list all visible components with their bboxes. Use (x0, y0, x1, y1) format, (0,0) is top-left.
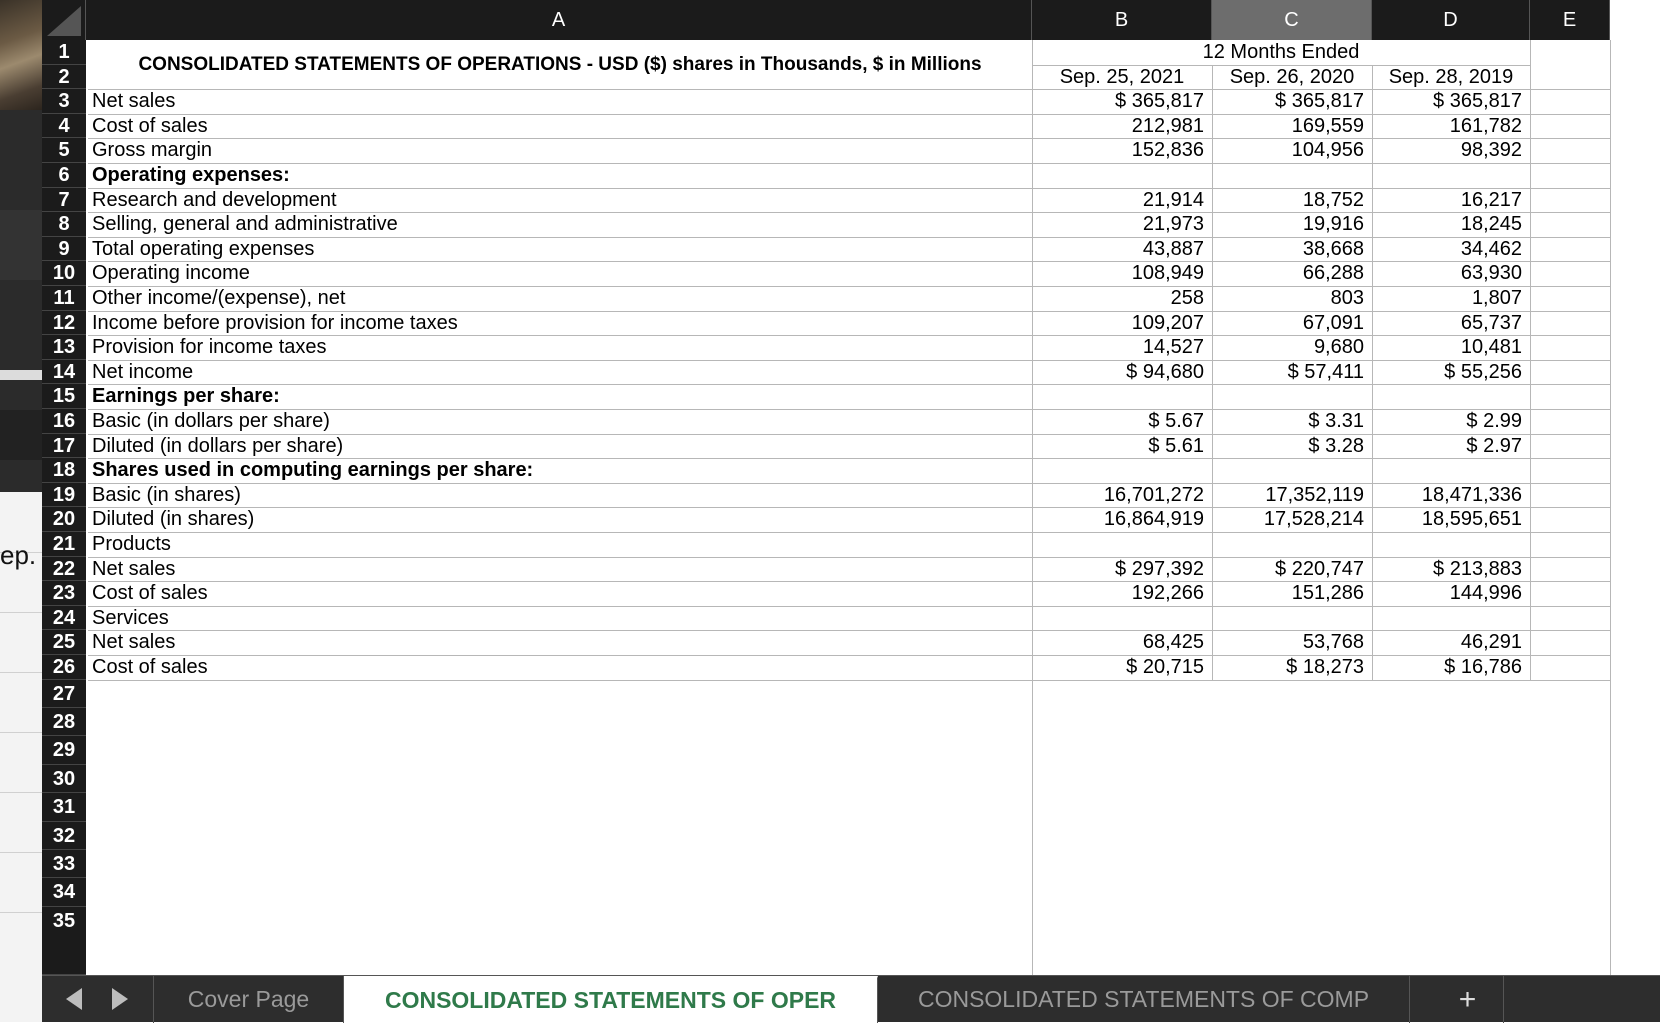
value-cell-c[interactable]: 104,956 (1291, 139, 1364, 162)
row-label[interactable]: Basic (in shares) (92, 483, 241, 506)
background-light-panel (0, 492, 44, 1022)
value-cell-b[interactable]: $ 5.61 (1148, 434, 1204, 457)
grid-line (88, 335, 1610, 336)
row-header-34[interactable]: 34 (42, 878, 86, 906)
grid-line (1032, 680, 1033, 975)
statement-title[interactable]: CONSOLIDATED STATEMENTS OF OPERATIONS - USD ($) shares in Thousands, $ in Millions (138, 54, 982, 75)
row-header-15[interactable]: 15 (42, 384, 86, 409)
value-cell-c[interactable]: 19,916 (1302, 213, 1364, 236)
prev-sheet-arrow-icon[interactable] (66, 988, 82, 1010)
grid-line (88, 138, 1610, 139)
row-label[interactable]: Total operating expenses (92, 237, 315, 260)
value-cell-d[interactable] (1372, 384, 1530, 409)
row-header-13[interactable]: 13 (42, 335, 86, 360)
value-cell-c[interactable]: 66,288 (1302, 262, 1364, 285)
period-date-3[interactable]: Sep. 28, 2019 (1388, 65, 1514, 88)
grid-line (88, 557, 1610, 558)
row-label[interactable]: Shares used in computing earnings per share: (92, 459, 534, 482)
value-cell-c[interactable]: $ 220,747 (1275, 557, 1364, 580)
value-cell-c[interactable]: 38,668 (1302, 237, 1364, 260)
value-cell-b[interactable]: 152,836 (1131, 139, 1204, 162)
value-cell-d[interactable] (1372, 606, 1530, 631)
value-cell-c[interactable]: $ 3.28 (1308, 434, 1364, 457)
grid-line (88, 507, 1610, 508)
row-label[interactable]: Research and development (92, 188, 337, 211)
row-label[interactable]: Provision for income taxes (92, 336, 327, 359)
row-header-31[interactable]: 31 (42, 793, 86, 821)
value-cell-d[interactable]: 161,782 (1449, 114, 1522, 137)
row-header-29[interactable]: 29 (42, 736, 86, 764)
grid-line (88, 114, 1610, 115)
value-cell-d[interactable]: 34,462 (1460, 237, 1522, 260)
value-cell-b[interactable]: $ 20,715 (1126, 656, 1204, 678)
grid-line (1032, 40, 1033, 680)
row-header-20[interactable]: 20 (42, 507, 86, 532)
row-label[interactable]: Basic (in dollars per share) (92, 410, 330, 432)
row-label[interactable]: Gross margin (92, 139, 213, 162)
value-cell-c[interactable] (1212, 606, 1372, 631)
spreadsheet (42, 0, 1660, 1022)
row-header-35[interactable]: 35 (42, 907, 86, 975)
row-header-30[interactable]: 30 (42, 765, 86, 793)
grid-line (1212, 65, 1213, 680)
value-cell-d[interactable]: 18,471,336 (1421, 483, 1522, 506)
value-cell-b[interactable]: $ 365,817 (1115, 90, 1204, 113)
value-cell-c[interactable]: 803 (1330, 287, 1364, 309)
row-header-33[interactable]: 33 (42, 850, 86, 878)
value-cell-c[interactable]: $ 3.31 (1308, 410, 1364, 432)
value-cell-c[interactable]: 18,752 (1302, 188, 1364, 211)
value-cell-d[interactable] (1372, 458, 1530, 483)
column-header-b[interactable]: B (1032, 0, 1212, 40)
value-cell-b[interactable] (1032, 384, 1212, 409)
row-header-2[interactable]: 2 (42, 65, 86, 90)
row-label[interactable]: Cost of sales (92, 656, 208, 678)
value-cell-b[interactable]: 14,527 (1142, 336, 1204, 359)
row-label[interactable]: Cost of sales (92, 114, 208, 137)
grid-line (1372, 65, 1373, 680)
value-cell-d[interactable]: $ 213,883 (1433, 557, 1522, 580)
value-cell-b[interactable]: 16,701,272 (1103, 483, 1204, 506)
value-cell-d[interactable]: 63,930 (1460, 262, 1522, 285)
value-cell-d[interactable]: $ 2.97 (1466, 434, 1522, 457)
grid-line (88, 89, 1610, 90)
row-label[interactable]: Net sales (92, 631, 176, 654)
value-cell-b[interactable]: $ 94,680 (1126, 360, 1204, 383)
row-label[interactable]: Net sales (92, 90, 176, 113)
grid-line (1530, 40, 1531, 680)
row-header-7[interactable]: 7 (42, 188, 86, 213)
value-cell-d[interactable] (1372, 532, 1530, 557)
row-header-8[interactable]: 8 (42, 212, 86, 237)
grid-line (88, 606, 1610, 607)
value-cell-b[interactable]: $ 5.67 (1148, 410, 1204, 432)
value-cell-d[interactable]: 46,291 (1460, 631, 1522, 654)
grid-line (88, 163, 1610, 164)
row-header-23[interactable]: 23 (42, 581, 86, 606)
value-cell-b[interactable]: 192,266 (1131, 582, 1204, 605)
row-header-18[interactable]: 18 (42, 458, 86, 483)
value-cell-c[interactable]: 53,768 (1302, 631, 1364, 654)
row-header-26[interactable]: 26 (42, 655, 86, 680)
row-label[interactable]: Diluted (in dollars per share) (92, 434, 344, 457)
value-cell-b[interactable]: 43,887 (1142, 237, 1204, 260)
grid-line (88, 680, 1610, 681)
row-header-32[interactable]: 32 (42, 822, 86, 850)
value-cell-c[interactable]: 17,352,119 (1265, 483, 1364, 506)
value-cell-b[interactable]: 109,207 (1131, 311, 1204, 334)
grid-line (88, 286, 1610, 287)
value-cell-d[interactable] (1372, 163, 1530, 188)
grid-line (88, 630, 1610, 631)
row-header-10[interactable]: 10 (42, 261, 86, 286)
row-header-21[interactable]: 21 (42, 532, 86, 557)
grid-line (88, 311, 1610, 312)
value-cell-c[interactable]: 151,286 (1291, 582, 1364, 605)
row-label[interactable]: Products (92, 533, 171, 555)
background-window-strip (0, 0, 44, 1022)
grid-line (88, 360, 1610, 361)
row-header-14[interactable]: 14 (42, 360, 86, 385)
value-cell-c[interactable]: 169,559 (1291, 114, 1364, 137)
grid-line (88, 532, 1610, 533)
value-cell-b[interactable]: 108,949 (1131, 262, 1204, 285)
row-label[interactable]: Operating income (92, 262, 250, 285)
grid-line (88, 188, 1610, 189)
column-header-a[interactable]: A (86, 0, 1032, 40)
grid-line (88, 409, 1610, 410)
row-header-17[interactable]: 17 (42, 434, 86, 459)
value-cell-b[interactable]: 212,981 (1131, 114, 1204, 137)
grid-line (88, 581, 1610, 582)
value-cell-b[interactable] (1032, 163, 1212, 188)
row-label[interactable]: Net sales (92, 557, 176, 580)
value-cell-b[interactable]: 258 (1170, 287, 1204, 309)
background-photo (0, 0, 44, 110)
row-header-19[interactable]: 19 (42, 483, 86, 508)
grid-line (88, 384, 1610, 385)
row-header-11[interactable]: 11 (42, 286, 86, 311)
background-text-fragment: ep. (0, 540, 37, 570)
value-cell-d[interactable]: 16,217 (1460, 188, 1522, 211)
row-header-25[interactable]: 25 (42, 630, 86, 655)
value-cell-b[interactable] (1032, 458, 1212, 483)
grid-line (88, 458, 1610, 459)
row-header-16[interactable]: 16 (42, 409, 86, 434)
row-header-27[interactable]: 27 (42, 680, 86, 708)
add-sheet-button[interactable]: + (1432, 976, 1504, 1023)
row-label[interactable]: Income before provision for income taxes (92, 311, 458, 334)
sheet-tab-consolidated-statements-of-operations[interactable]: CONSOLIDATED STATEMENTS OF OPER (344, 976, 878, 1023)
value-cell-b[interactable]: 21,973 (1142, 213, 1204, 236)
sheet-tab-consolidated-statements-of-comprehensive[interactable]: CONSOLIDATED STATEMENTS OF COMP (878, 976, 1410, 1023)
row-header-22[interactable]: 22 (42, 557, 86, 582)
value-cell-d[interactable]: 144,996 (1449, 582, 1522, 605)
row-header-3[interactable]: 3 (42, 89, 86, 114)
row-header-5[interactable]: 5 (42, 138, 86, 163)
row-label[interactable]: Net income (92, 360, 194, 383)
row-label[interactable]: Services (92, 606, 169, 629)
value-cell-d[interactable]: 18,245 (1460, 213, 1522, 236)
value-cell-d[interactable]: 18,595,651 (1421, 508, 1522, 531)
value-cell-b[interactable]: 68,425 (1142, 631, 1204, 654)
row-label[interactable]: Earnings per share: (92, 385, 280, 408)
value-cell-d[interactable]: 98,392 (1460, 139, 1522, 162)
value-cell-d[interactable]: $ 365,817 (1433, 90, 1522, 113)
value-cell-b[interactable] (1032, 532, 1212, 557)
grid-line (1610, 40, 1611, 975)
grid-line (88, 483, 1610, 484)
select-all-corner[interactable] (42, 0, 86, 40)
row-header-1[interactable]: 1 (42, 40, 86, 65)
period-date-2[interactable]: Sep. 26, 2020 (1229, 65, 1355, 88)
value-cell-d[interactable]: 1,807 (1471, 287, 1522, 309)
sheet-tab-bar (42, 975, 1660, 1022)
row-header-24[interactable]: 24 (42, 606, 86, 631)
value-cell-d[interactable]: $ 16,786 (1444, 656, 1522, 678)
value-cell-c[interactable]: 9,680 (1313, 336, 1364, 359)
value-cell-d[interactable]: $ 55,256 (1444, 360, 1522, 383)
sheet-tab-cover-page[interactable]: Cover Page (154, 976, 344, 1023)
grid-line (88, 237, 1610, 238)
value-cell-c[interactable]: $ 57,411 (1287, 360, 1364, 383)
grid-line (88, 434, 1610, 435)
row-header-6[interactable]: 6 (42, 163, 86, 188)
row-label[interactable]: Cost of sales (92, 582, 208, 605)
period-date-1[interactable]: Sep. 25, 2021 (1059, 65, 1185, 88)
value-cell-d[interactable]: 65,737 (1460, 311, 1522, 334)
value-cell-c[interactable] (1212, 384, 1372, 409)
value-cell-c[interactable]: 67,091 (1302, 311, 1364, 334)
value-cell-b[interactable] (1032, 606, 1212, 631)
grid-line (1032, 65, 1530, 66)
value-cell-b[interactable]: $ 297,392 (1115, 557, 1204, 580)
row-header-28[interactable]: 28 (42, 708, 86, 736)
value-cell-c[interactable]: $ 365,817 (1275, 90, 1364, 113)
grid-line (88, 655, 1610, 656)
row-label[interactable]: Operating expenses: (92, 164, 290, 186)
value-cell-c[interactable] (1212, 532, 1372, 557)
column-header-e[interactable]: E (1530, 0, 1610, 40)
grid-line (88, 261, 1610, 262)
row-header-9[interactable]: 9 (42, 237, 86, 262)
value-cell-c[interactable] (1212, 163, 1372, 188)
background-dark-panel (0, 110, 44, 492)
row-label[interactable]: Diluted (in shares) (92, 508, 255, 531)
value-cell-c[interactable]: 17,528,214 (1263, 508, 1364, 531)
next-sheet-arrow-icon[interactable] (112, 988, 128, 1010)
value-cell-d[interactable]: 10,481 (1460, 336, 1522, 359)
row-header-4[interactable]: 4 (42, 114, 86, 139)
row-label[interactable]: Other income/(expense), net (92, 287, 346, 309)
value-cell-b[interactable]: 21,914 (1142, 188, 1204, 211)
value-cell-b[interactable]: 16,864,919 (1103, 508, 1204, 531)
value-cell-c[interactable] (1212, 458, 1372, 483)
value-cell-c[interactable]: $ 18,273 (1286, 656, 1364, 678)
row-header-12[interactable]: 12 (42, 311, 86, 336)
row-label[interactable]: Selling, general and administrative (92, 213, 398, 236)
column-header-c[interactable]: C (1212, 0, 1372, 40)
grid-line (88, 212, 1610, 213)
period-header[interactable]: 12 Months Ended (1202, 41, 1360, 63)
column-header-d[interactable]: D (1372, 0, 1530, 40)
value-cell-d[interactable]: $ 2.99 (1466, 410, 1522, 432)
